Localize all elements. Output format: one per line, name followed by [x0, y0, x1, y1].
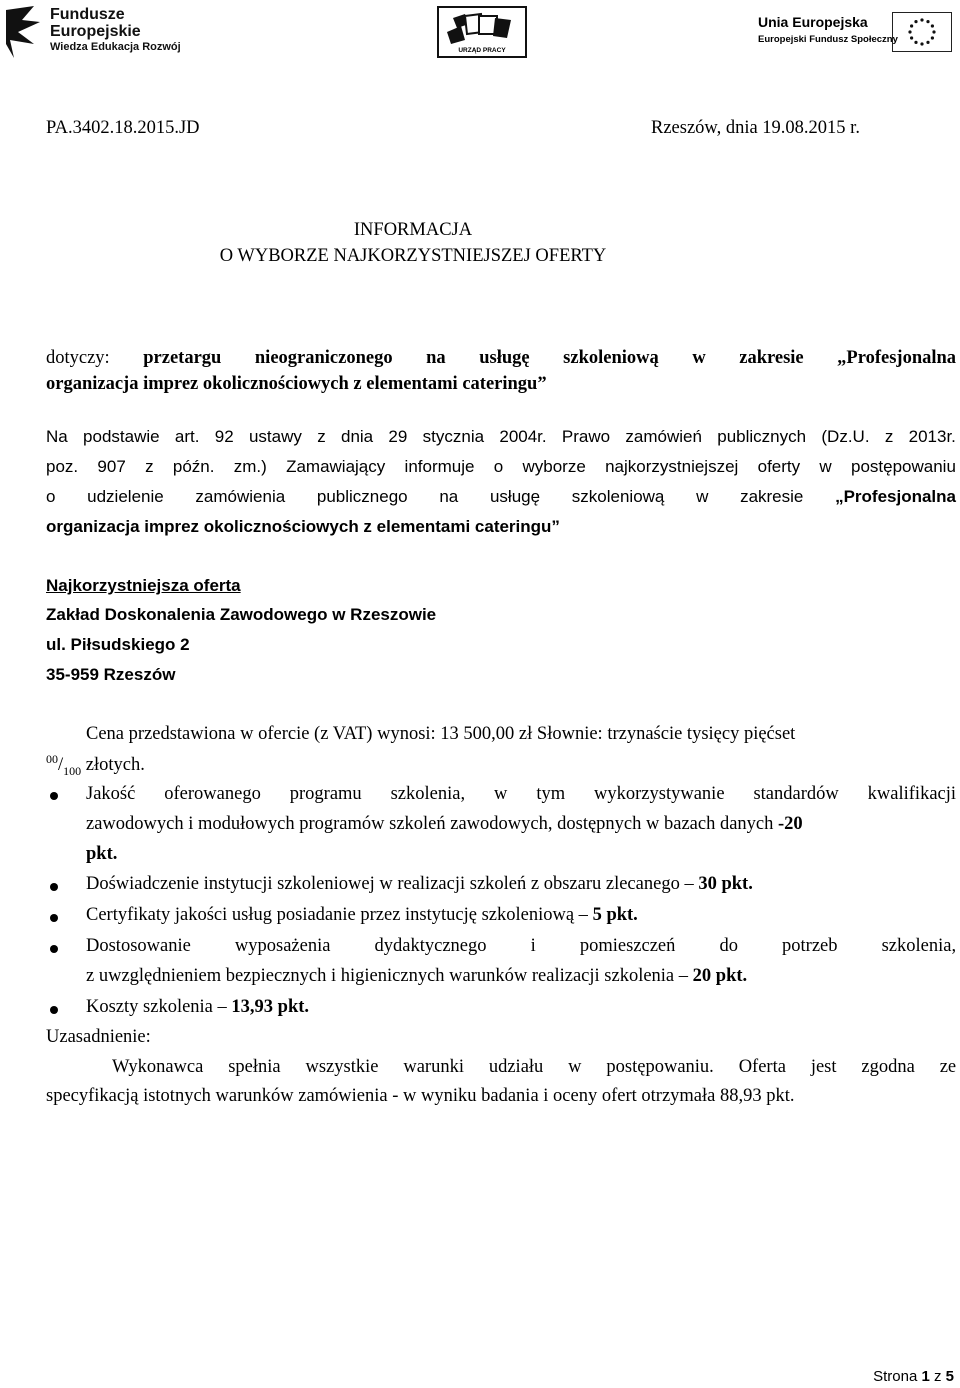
basis-word: z — [145, 457, 154, 476]
criterion-2 — [86, 874, 753, 895]
bullet-icon — [50, 792, 58, 800]
best-offer-street-text: ul. Piłsudskiego 2 — [46, 635, 190, 654]
basis-line2 — [46, 457, 956, 477]
basis-word: zamówienia — [195, 487, 286, 506]
justification-line1 — [112, 1057, 956, 1078]
criterion-word: w — [494, 784, 508, 804]
best-offer-name-text: Zakład Doskonalenia Zawodowego w Rzeszowie — [46, 605, 437, 624]
basis-word: zamówień — [625, 427, 702, 446]
basis-line4-text: organizacja imprez okolicznościowych z elementami cateringu” — [46, 517, 560, 536]
criterion-1-points-unit: pkt. — [86, 844, 118, 864]
justification-word: warunki — [403, 1057, 464, 1077]
subject-word: zakresie — [739, 348, 804, 368]
criterion-3-text: Certyfikaty jakości usług posiadanie przez instytucję szkoleniową – — [86, 905, 593, 925]
basis-word: publicznego — [316, 487, 408, 506]
bullet-icon — [50, 883, 58, 891]
price-line1: Cena przedstawiona w ofercie (z VAT) wynosi: 13 500,00 zł Słownie: trzynaście tysięcy pięćset — [86, 724, 796, 744]
criterion-4-line2-text: z uwzględnieniem bezpiecznych i higienicznych warunków realizacji szkolenia – — [86, 966, 693, 986]
basis-word: Prawo — [561, 427, 611, 446]
basis-word: 92 — [214, 427, 234, 446]
criterion-word: szkolenia, — [881, 936, 957, 956]
basis-word: z — [884, 427, 894, 446]
basis-word: wyborze — [522, 457, 586, 476]
eu-flag-icon — [892, 12, 952, 52]
eu-star-icon — [931, 24, 934, 27]
labour-office-caption: URZĄD PRACY — [458, 47, 506, 54]
subject-label: dotyczy: — [46, 348, 110, 368]
justification-word: wszystkie — [305, 1057, 379, 1077]
footer-of: z — [929, 1368, 946, 1385]
eu-logo-line1: Unia Europejska — [758, 14, 868, 30]
criterion-2-text: Doświadczenie instytucji szkoleniowej w realizacji szkoleń z obszaru zlecanego – — [86, 874, 699, 894]
footer-total-pages: 5 — [945, 1368, 954, 1385]
eu-star-icon — [926, 20, 929, 23]
eu-star-icon — [908, 30, 911, 33]
basis-word: o udzielenie — [46, 487, 164, 506]
criterion-word: Jakość — [86, 784, 136, 804]
footer-page-number: 1 — [921, 1368, 930, 1385]
eu-star-icon — [910, 36, 913, 39]
criterion-word: kwalifikacji — [867, 784, 957, 804]
labour-office-cards-icon — [443, 10, 521, 48]
criterion-4-line1 — [86, 936, 956, 957]
criterion-word: programu — [289, 784, 362, 804]
best-offer-heading — [46, 576, 241, 596]
basis-word: dnia — [340, 427, 374, 446]
eu-star-icon — [926, 41, 929, 44]
criterion-1-line1 — [86, 784, 956, 805]
eu-star-icon — [910, 24, 913, 27]
best-offer-heading-text: Najkorzystniejsza oferta — [46, 576, 241, 595]
basis-word: informuje — [404, 457, 475, 476]
funds-logo — [4, 4, 184, 60]
criterion-word: pomieszczeń — [579, 936, 676, 956]
bullet-icon — [50, 914, 58, 922]
basis-word: postępowaniu — [850, 457, 956, 476]
criterion-1-line3 — [86, 844, 117, 865]
footer-prefix: Strona — [873, 1368, 922, 1385]
justification-word: postępowaniu. — [606, 1057, 714, 1077]
subject-line2-text: organizacja imprez okolicznościowych z elementami cateringu” — [46, 374, 547, 394]
criterion-3 — [86, 905, 638, 926]
subject-word: na — [426, 348, 446, 368]
criterion-1-points: -20 — [778, 814, 803, 834]
basis-word: z — [317, 427, 326, 446]
bullet-icon — [50, 1006, 58, 1014]
criterion-3-points: 5 pkt. — [592, 905, 638, 925]
basis-word: (Dz.U. — [821, 427, 870, 446]
basis-word: ustawy — [248, 427, 302, 446]
justification-word: Oferta — [738, 1057, 786, 1077]
basis-word: zm.) — [233, 457, 267, 476]
eu-star-icon — [932, 30, 935, 33]
criterion-5-points: 13,93 pkt. — [231, 997, 310, 1017]
subject-word: „Profesjonalna — [837, 348, 957, 368]
basis-word: publicznych — [717, 427, 807, 446]
basis-line1 — [46, 427, 956, 447]
criterion-5-text: Koszty szkolenia – — [86, 997, 232, 1017]
basis-word: 2013r. — [908, 427, 956, 446]
subject-word: w — [692, 348, 706, 368]
justification-label: Uzasadnienie: — [46, 1027, 151, 1047]
criterion-word: oferowanego — [164, 784, 261, 804]
place-date: Rzeszów, dnia 19.08.2015 r. — [651, 118, 860, 138]
criterion-4-line2 — [86, 966, 747, 987]
basis-word: 29 — [388, 427, 408, 446]
criterion-word: tym — [536, 784, 566, 804]
basis-word: art. — [174, 427, 200, 446]
justification-word: w — [568, 1057, 582, 1077]
eu-star-icon — [914, 20, 917, 23]
justification-word: Wykonawca — [112, 1057, 204, 1077]
eu-star-icon — [931, 36, 934, 39]
title-line1: INFORMACJA — [353, 220, 473, 240]
best-offer-city-text: 35-959 Rzeszów — [46, 665, 176, 684]
basis-word: poz. — [46, 457, 79, 476]
subject-word: przetargu — [143, 348, 222, 368]
funds-logo-line3: Wiedza Edukacja Rozwój — [50, 41, 181, 53]
best-offer-city — [46, 665, 175, 685]
eu-star-icon — [920, 18, 923, 21]
basis-word: w — [819, 457, 832, 476]
price-sup: 00 — [46, 752, 58, 766]
criterion-word: Dostosowanie — [86, 936, 191, 956]
labour-office-logo — [437, 6, 527, 58]
basis-word: oferty — [757, 457, 801, 476]
basis-word: stycznia — [422, 427, 485, 446]
basis-word: późn. — [172, 457, 215, 476]
criterion-1-line2-text: zawodowych i modułowych programów szkoleń zawodowych, dostępnych w bazach danych — [86, 814, 779, 834]
justification-word: udziału — [488, 1057, 544, 1077]
price-tail: złotych. — [81, 755, 145, 776]
title-line2: O WYBORZE NAJKORZYSTNIEJSZEJ OFERTY — [219, 246, 607, 266]
price-slash: / — [58, 755, 64, 776]
best-offer-name — [46, 605, 436, 625]
eu-logo — [756, 12, 956, 56]
justification-word: jest — [810, 1057, 837, 1077]
basis-line3 — [46, 487, 956, 507]
eu-logo-line2: Europejski Fundusz Społeczny — [758, 34, 898, 45]
page-footer — [873, 1368, 954, 1385]
basis-word: 907 — [97, 457, 126, 476]
price-sub: 100 — [63, 763, 82, 778]
criterion-word: i — [530, 936, 536, 956]
criterion-4-points: 20 pkt. — [692, 966, 748, 986]
justification-word: spełnia — [228, 1057, 281, 1077]
basis-word: usługę — [489, 487, 541, 506]
eu-star-icon — [914, 41, 917, 44]
justification-word: zgodna — [861, 1057, 915, 1077]
basis-word: „Profesjonalna — [835, 487, 956, 506]
subject-line2 — [46, 374, 547, 395]
basis-line4 — [46, 517, 560, 537]
basis-word: szkoleniową — [571, 487, 665, 506]
criterion-1-line2 — [86, 814, 803, 835]
criterion-word: standardów — [753, 784, 839, 804]
funds-logo-line1: Fundusze — [50, 6, 125, 23]
justification-word: ze — [939, 1057, 957, 1077]
criterion-5 — [86, 997, 309, 1018]
reference-number: PA.3402.18.2015.JD — [46, 118, 200, 138]
best-offer-street — [46, 635, 190, 655]
criterion-word: wykorzystywanie — [594, 784, 725, 804]
funds-star-icon — [4, 4, 42, 60]
basis-word: Zamawiający — [286, 457, 386, 476]
subject-word: nieograniczonego — [254, 348, 393, 368]
criterion-word: wyposażenia — [234, 936, 331, 956]
criterion-word: szkolenia, — [390, 784, 466, 804]
basis-word: 2004r. — [499, 427, 547, 446]
price-line2 — [46, 752, 145, 779]
basis-word: najkorzystniejszej — [605, 457, 739, 476]
criterion-word: do — [719, 936, 738, 956]
justification-line2: specyfikacją istotnych warunków zamówienia - w wyniku badania i oceny ofert otrzymała 88,93 pkt. — [46, 1086, 795, 1106]
criterion-word: dydaktycznego — [374, 936, 487, 956]
basis-word: Na — [46, 427, 68, 446]
eu-star-icon — [920, 42, 923, 45]
subject-word: usługę — [479, 348, 530, 368]
basis-word: o — [493, 457, 504, 476]
bullet-icon — [50, 945, 58, 953]
subject-line1 — [46, 348, 956, 369]
subject-word: szkoleniową — [563, 348, 659, 368]
funds-logo-line2: Europejskie — [50, 23, 141, 40]
basis-word: podstawie — [83, 427, 160, 446]
basis-word: w zakresie — [696, 487, 804, 506]
basis-word: na — [439, 487, 459, 506]
criterion-word: potrzeb — [782, 936, 838, 956]
criterion-2-points: 30 pkt. — [698, 874, 753, 894]
